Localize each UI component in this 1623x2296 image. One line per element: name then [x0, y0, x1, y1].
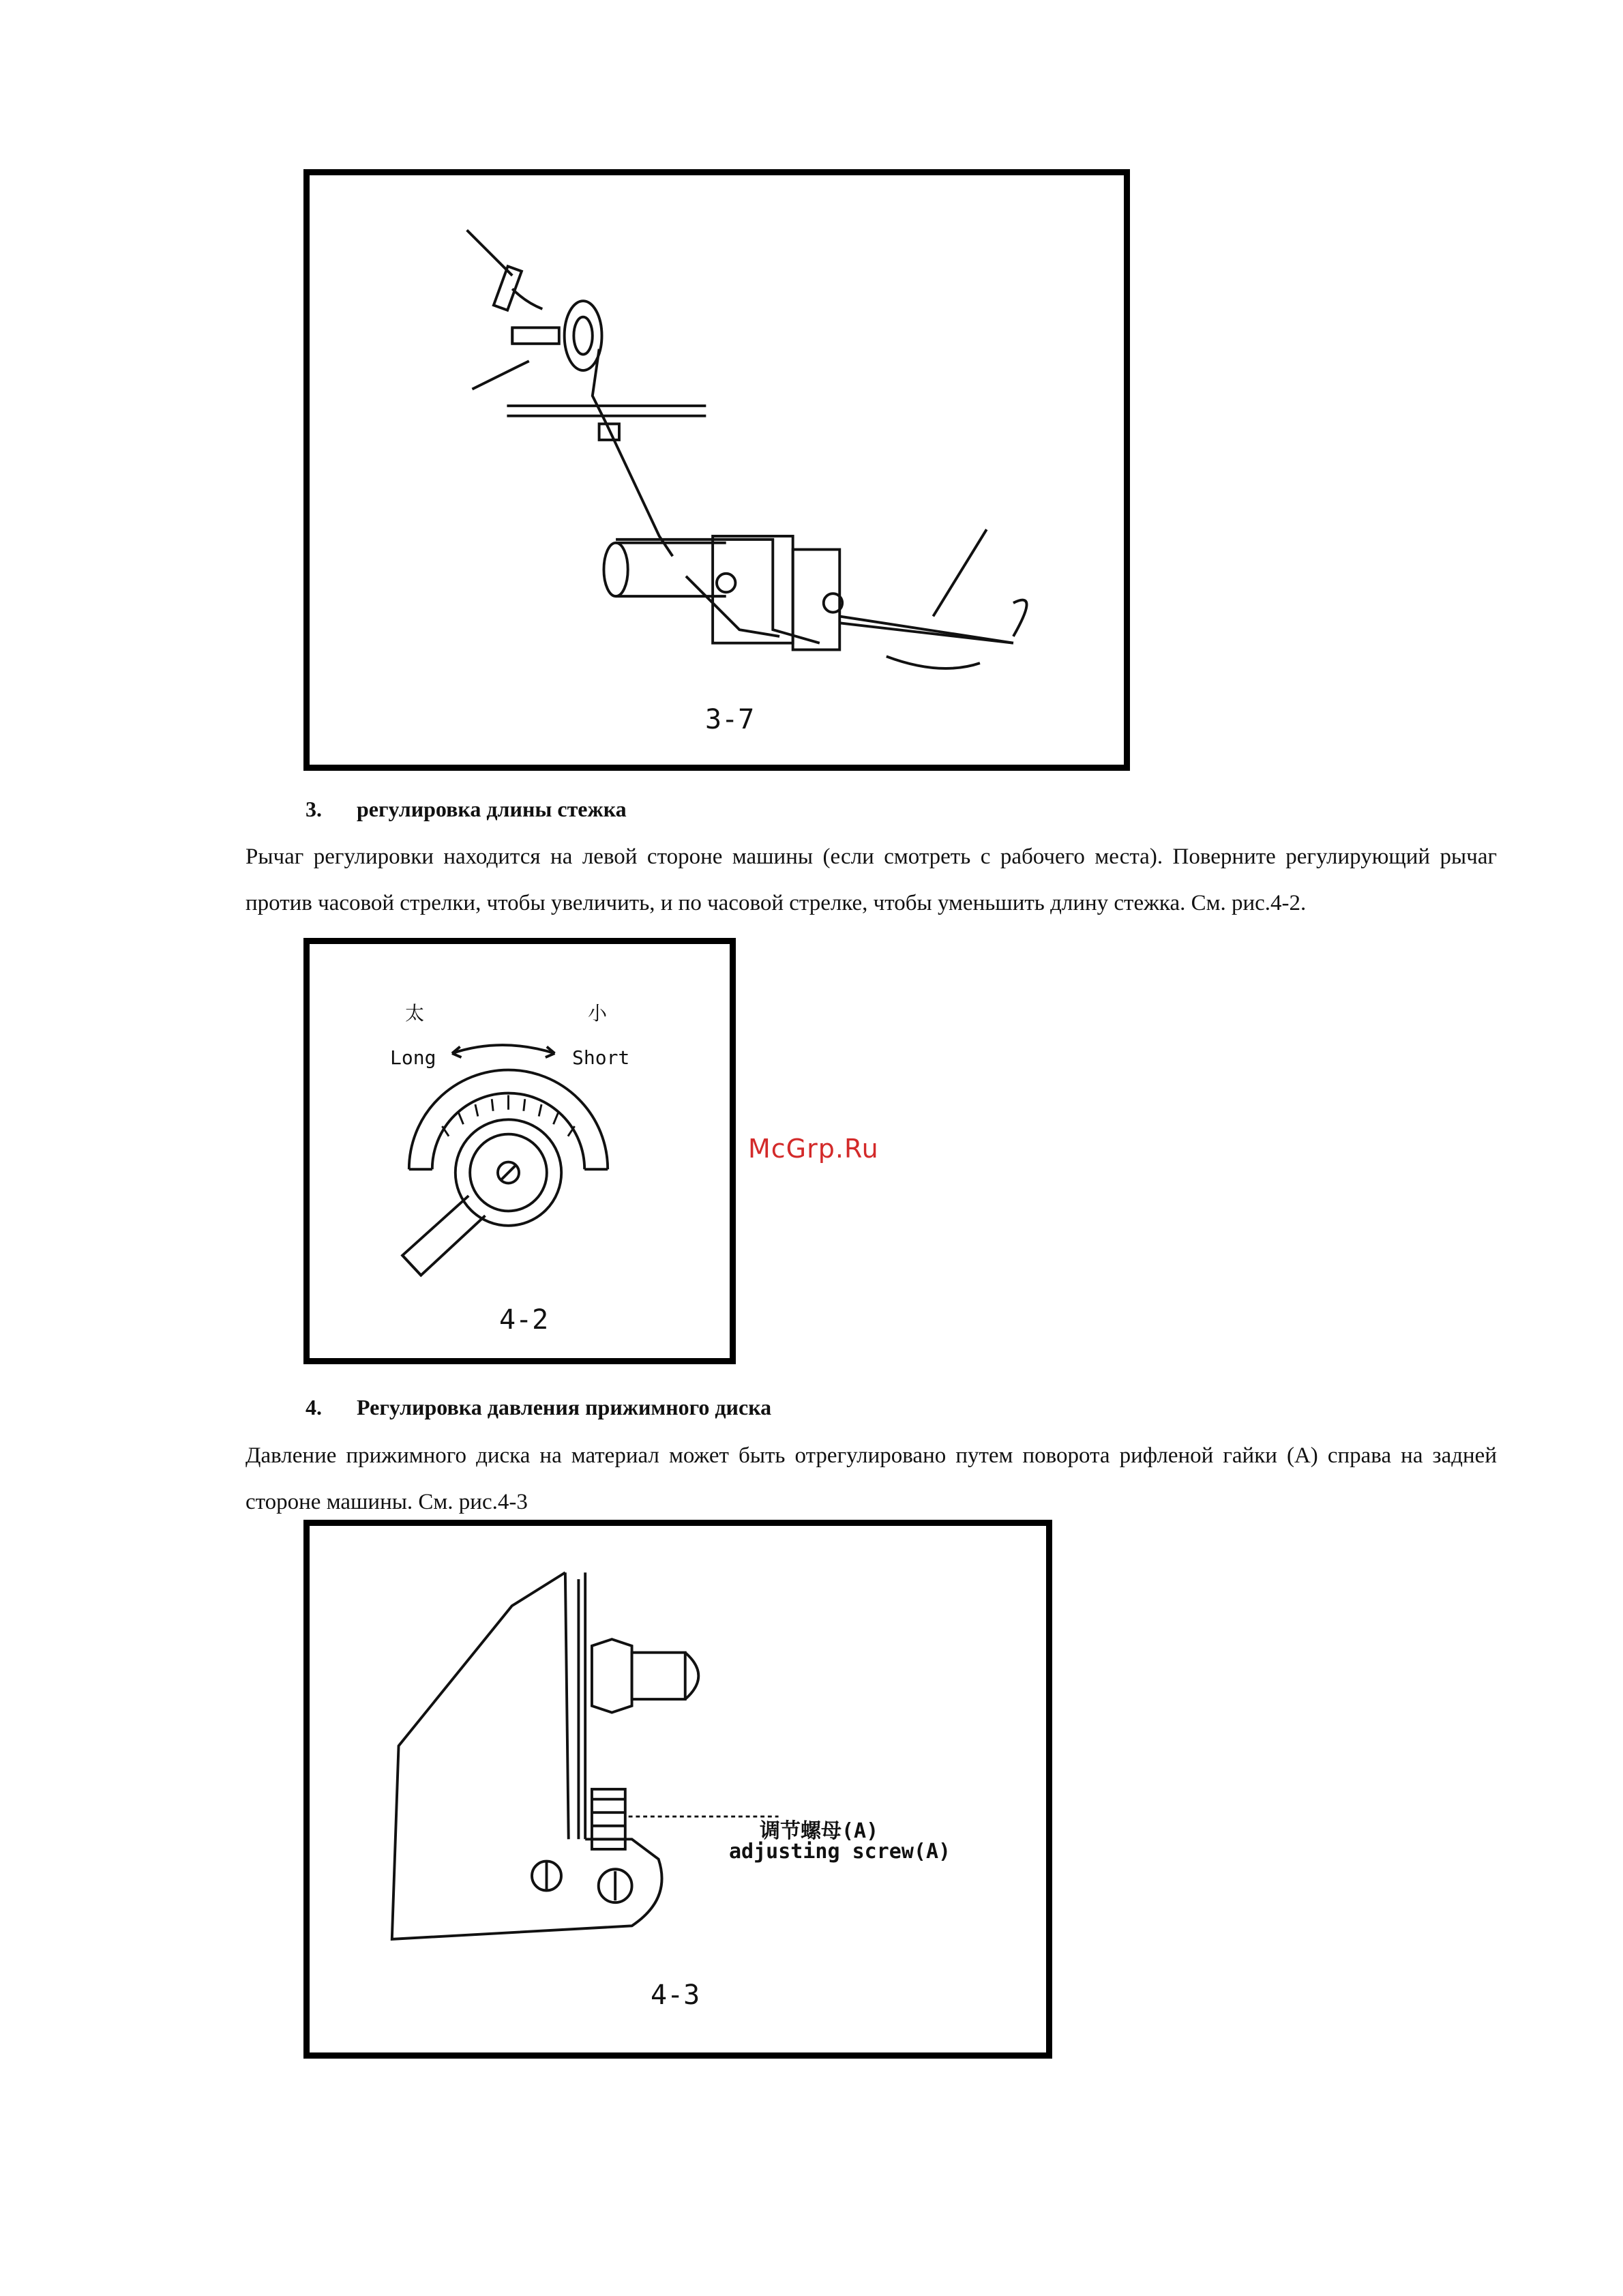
- dial-label-short: Short: [572, 1046, 630, 1069]
- section-title: регулировка длины стежка: [357, 797, 627, 821]
- figure-3-7: [303, 169, 1130, 771]
- dial-label-cn-small: 小: [588, 1002, 608, 1025]
- section-number: 3.: [306, 797, 322, 821]
- section-3-heading: [306, 797, 627, 822]
- figure-label: 4-3: [651, 1979, 700, 2011]
- section-4-heading: [306, 1395, 771, 1420]
- figure-label: 3-7: [705, 704, 755, 735]
- section-4-paragraph: Давление прижимного диска на материал может быть отрегулировано путем поворота рифленой гайки (А) справа на задней стороне машины. См. рис.4-3: [245, 1443, 1497, 1514]
- presser-pressure-illustration: [310, 1526, 1046, 2052]
- section-3-paragraph: Рычаг регулировки находится на левой стороне машины (если смотреть с рабочего места). Поверните регулирующий рычаг против часовой стрелки, чтобы увеличить, и по часовой стрелке, чтобы уменьшить длину стежка. См. рис.4-2.: [245, 844, 1497, 915]
- section-title: Регулировка давления прижимного диска: [357, 1395, 772, 1419]
- watermark: McGrp.Ru: [748, 1134, 879, 1164]
- callout-adjusting-screw-en: adjusting screw(A): [729, 1840, 951, 1864]
- stitch-length-dial-illustration: [310, 944, 730, 1358]
- figure-4-2: [303, 938, 736, 1364]
- figure-label: 4-2: [499, 1304, 549, 1336]
- figure-4-3: [303, 1520, 1052, 2059]
- dial-label-cn-large: 太: [405, 1002, 425, 1025]
- dial-label-long: Long: [390, 1046, 436, 1069]
- thread-tension-illustration: [310, 175, 1124, 765]
- section-number: 4.: [306, 1395, 322, 1419]
- callout-adjusting-screw-cn: 调节螺母(A): [760, 1819, 879, 1843]
